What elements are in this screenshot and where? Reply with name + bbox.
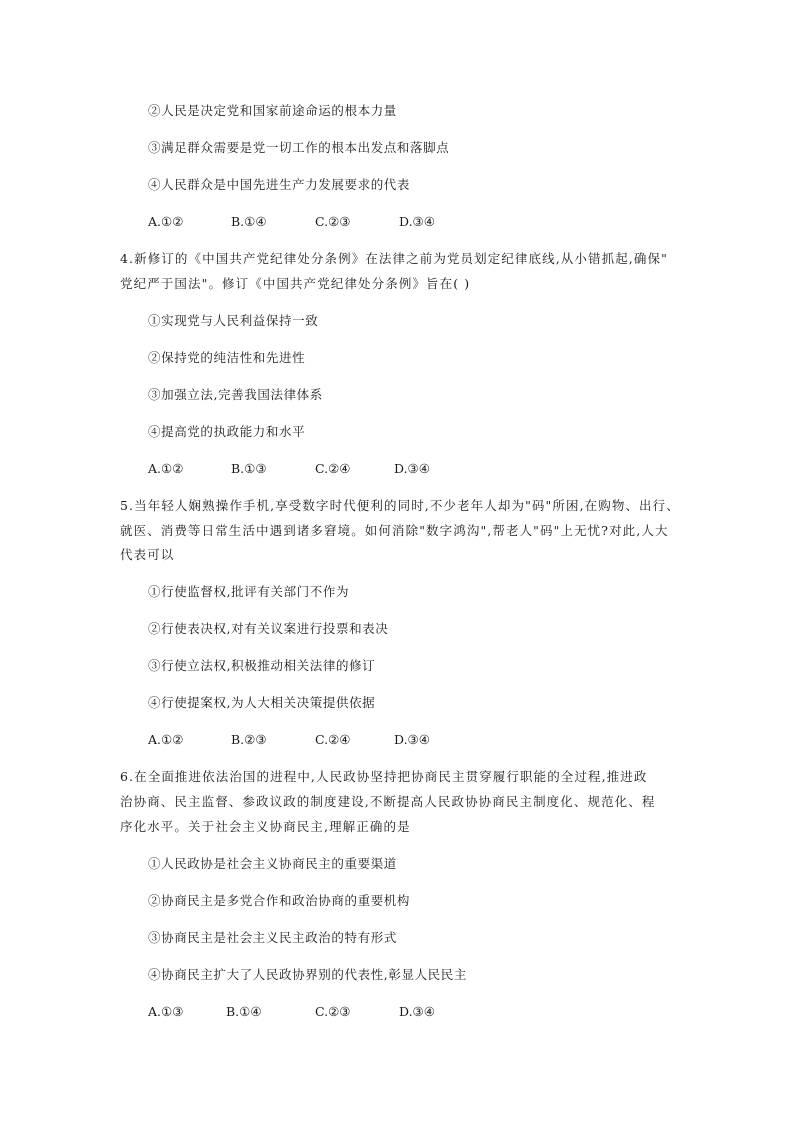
q5-option-2: ②行使表决权,对有关议案进行投票和表决 (148, 621, 389, 636)
q3-option-2: ②人民是决定党和国家前途命运的根本力量 (148, 103, 397, 118)
q6-choice-c: C.②③ (315, 1004, 351, 1019)
q4-option-4: ④提高党的执政能力和水平 (148, 424, 306, 439)
q5-choice-c: C.②④ (315, 732, 351, 747)
q4-option-2: ②保持党的纯洁性和先进性 (148, 350, 306, 365)
q6-option-4: ④协商民主扩大了人民政协界别的代表性,彰显人民民主 (148, 967, 467, 982)
q4-stem-line-2: 党纪严于国法"。修订《中国共产党纪律处分条例》旨在( ) (120, 276, 471, 291)
q5-stem-line-3: 代表可以 (120, 547, 175, 562)
q4-option-1: ①实现党与人民利益保持一致 (148, 313, 319, 328)
q6-choice-d: D.③④ (399, 1004, 435, 1019)
q4-stem-line-1: 4.新修订的《中国共产党纪律处分条例》在法律之前为党员划定纪律底线,从小错抓起,确保" (120, 251, 668, 266)
q3-option-3: ③满足群众需要是党一切工作的根本出发点和落脚点 (148, 140, 450, 155)
q6-stem-line-1: 6.在全面推进依法治国的进程中,人民政协坚持把协商民主贯穿履行职能的全过程,推进政 (120, 769, 648, 784)
q3-option-4: ④人民群众是中国先进生产力发展要求的代表 (148, 177, 411, 192)
q5-option-1: ①行使监督权,批评有关部门不作为 (148, 584, 350, 599)
q6-stem-line-2: 治协商、民主监督、参政议政的制度建设,不断提高人民政协协商民主制度化、规范化、程 (120, 794, 656, 809)
q6-option-3: ③协商民主是社会主义民主政治的特有形式 (148, 930, 397, 945)
q5-stem-line-2: 就医、消费等日常生活中遇到诸多窘境。如何消除"数字鸿沟",帮老人"码"上无忧?对此,人大 (120, 523, 669, 538)
q5-choice-a: A.①② (148, 732, 184, 747)
q6-option-2: ②协商民主是多党合作和政治协商的重要机构 (148, 893, 411, 908)
q5-option-4: ④行使提案权,为人大相关决策提供依据 (148, 695, 376, 710)
q6-choice-a: A.①③ (148, 1004, 184, 1019)
q3-choice-a: A.①② (148, 214, 184, 229)
q5-choice-b: B.②③ (231, 732, 267, 747)
q3-choice-b: B.①④ (231, 214, 267, 229)
q6-stem-line-3: 序化水平。关于社会主义协商民主,理解正确的是 (120, 819, 411, 834)
q5-option-3: ③行使立法权,积极推动相关法律的修订 (148, 658, 376, 673)
q4-option-3: ③加强立法,完善我国法律体系 (148, 387, 323, 402)
q5-choice-d: D.③④ (394, 732, 430, 747)
q6-choice-b: B.①④ (226, 1004, 262, 1019)
q4-choice-a: A.①② (148, 461, 184, 476)
q3-choice-c: C.②③ (315, 214, 351, 229)
q5-stem-line-1: 5.当年轻人娴熟操作手机,享受数字时代便利的同时,不少老年人却为"码"所困,在购物、出行、 (120, 498, 680, 513)
q6-option-1: ①人民政协是社会主义协商民主的重要渠道 (148, 856, 397, 871)
q3-choice-d: D.③④ (399, 214, 435, 229)
q4-choice-b: B.①③ (231, 461, 267, 476)
q4-choice-d: D.③④ (394, 461, 430, 476)
q4-choice-c: C.②④ (315, 461, 351, 476)
